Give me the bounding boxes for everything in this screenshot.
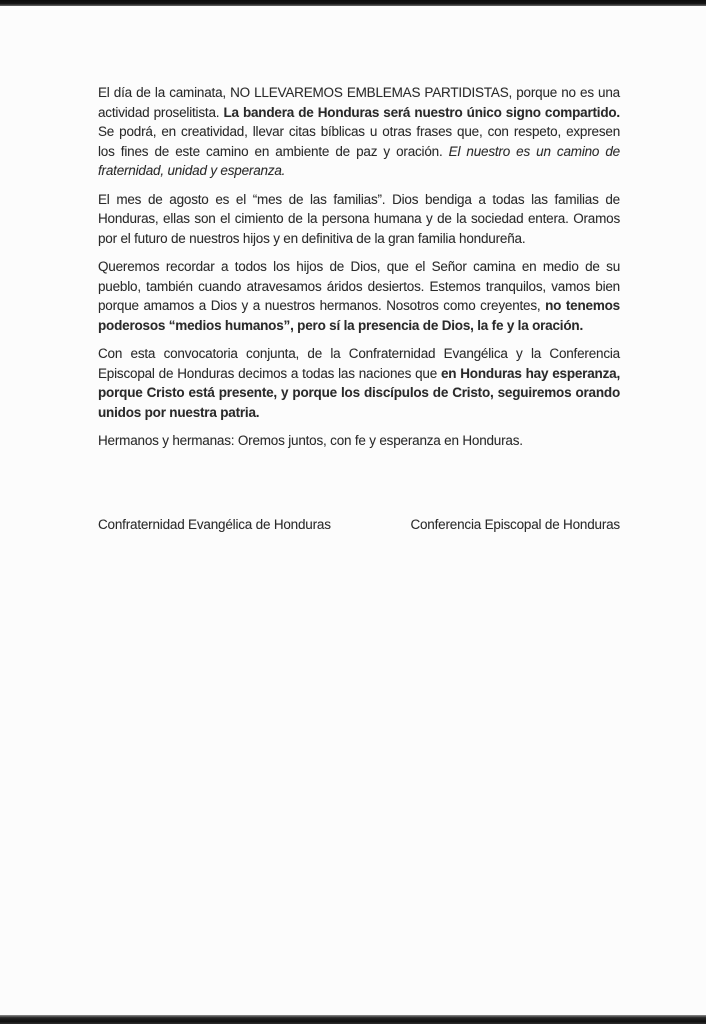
text-run: Hermanos y hermanas: Oremos juntos, con fe y esperanza en Honduras. (98, 433, 523, 448)
text-run: El día de la caminata, NO LLEVAREMOS EMBLEMAS PARTIDISTAS, porque no es una actividad proselitista. (98, 85, 620, 120)
paragraph (98, 83, 620, 181)
signature-row (98, 515, 620, 535)
text-run: El nuestro es un camino de fraternidad, unidad y esperanza. (98, 143, 620, 178)
paragraph (98, 257, 620, 335)
document-page (98, 83, 620, 534)
text-run: El mes de agosto es el “mes de las familias”. Dios bendiga a todas las familias de Honduras, ellas son el cimiento de la persona humana y de la sociedad entera. Oramos por el futuro de nuestros hijos y en definitiva de la gran familia hondureña. (98, 191, 620, 246)
text-run: La bandera de Honduras será nuestro único signo compartido. (223, 104, 620, 120)
paragraph (98, 431, 620, 451)
photo-top-edge (0, 0, 706, 6)
signature-right: Conferencia Episcopal de Honduras (410, 516, 620, 532)
text-run: Con esta convocatoria conjunta, de la Confraternidad Evangélica y la Conferencia Episcopal de Honduras decimos a todas las naciones que (98, 346, 620, 381)
text-run: Se podrá, en creatividad, llevar citas bíblicas u otras frases que, con respeto, expresen los fines de este camino en ambiente de paz y oración. (98, 124, 620, 159)
text-run: en Honduras hay esperanza, porque Cristo está presente, y porque los discípulos de Cristo, seguiremos orando unidos por nuestra patria. (98, 365, 620, 420)
text-run: no tenemos poderosos “medios humanos”, pero sí la presencia de Dios, la fe y la oración. (98, 298, 620, 333)
signature-left: Confraternidad Evangélica de Honduras (98, 516, 331, 532)
text-run: Queremos recordar a todos los hijos de Dios, que el Señor camina en medio de su pueblo, también cuando atravesamos áridos desiertos. Estemos tranquilos, vamos bien porque amamos a Dios y a nuestros hermanos. Nosotros como creyentes, (98, 259, 620, 313)
paragraph (98, 344, 620, 422)
paragraph (98, 190, 620, 249)
photo-bottom-edge (0, 1015, 706, 1024)
letter-body (98, 83, 620, 451)
